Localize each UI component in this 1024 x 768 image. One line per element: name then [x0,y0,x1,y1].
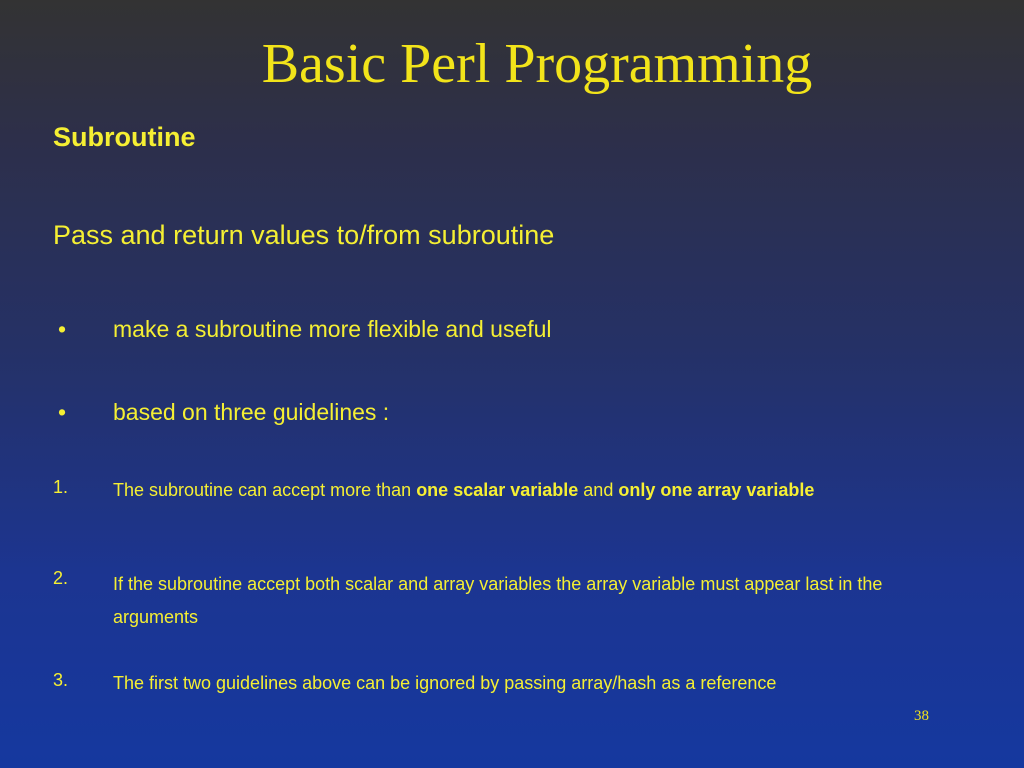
item-text-bold: one scalar variable [416,480,579,500]
bullet-text: make a subroutine more flexible and useful [113,316,552,342]
slide-subtitle: Subroutine [53,122,196,152]
item-number: 1. [53,477,69,497]
item-text [113,477,943,504]
item-text-part: The subroutine can accept more than [113,480,417,500]
section-heading: Pass and return values to/from subroutine [53,220,555,250]
page-number: 38 [914,708,929,724]
item-text-part: and [578,480,619,500]
slide-title: Basic Perl Programming [261,33,813,95]
bullet-marker: • [58,399,67,425]
bullet-text: based on three guidelines : [113,399,390,425]
item-number: 2. [53,568,69,588]
item-number: 3. [53,670,69,690]
item-text: The first two guidelines above can be ignored by passing array/hash as a reference [113,673,777,693]
bullet-marker: • [58,316,67,342]
item-text: If the subroutine accept both scalar and array variables the array variable must appear last in the arguments [113,574,883,627]
item-text-bold: only one array variable [618,480,815,500]
